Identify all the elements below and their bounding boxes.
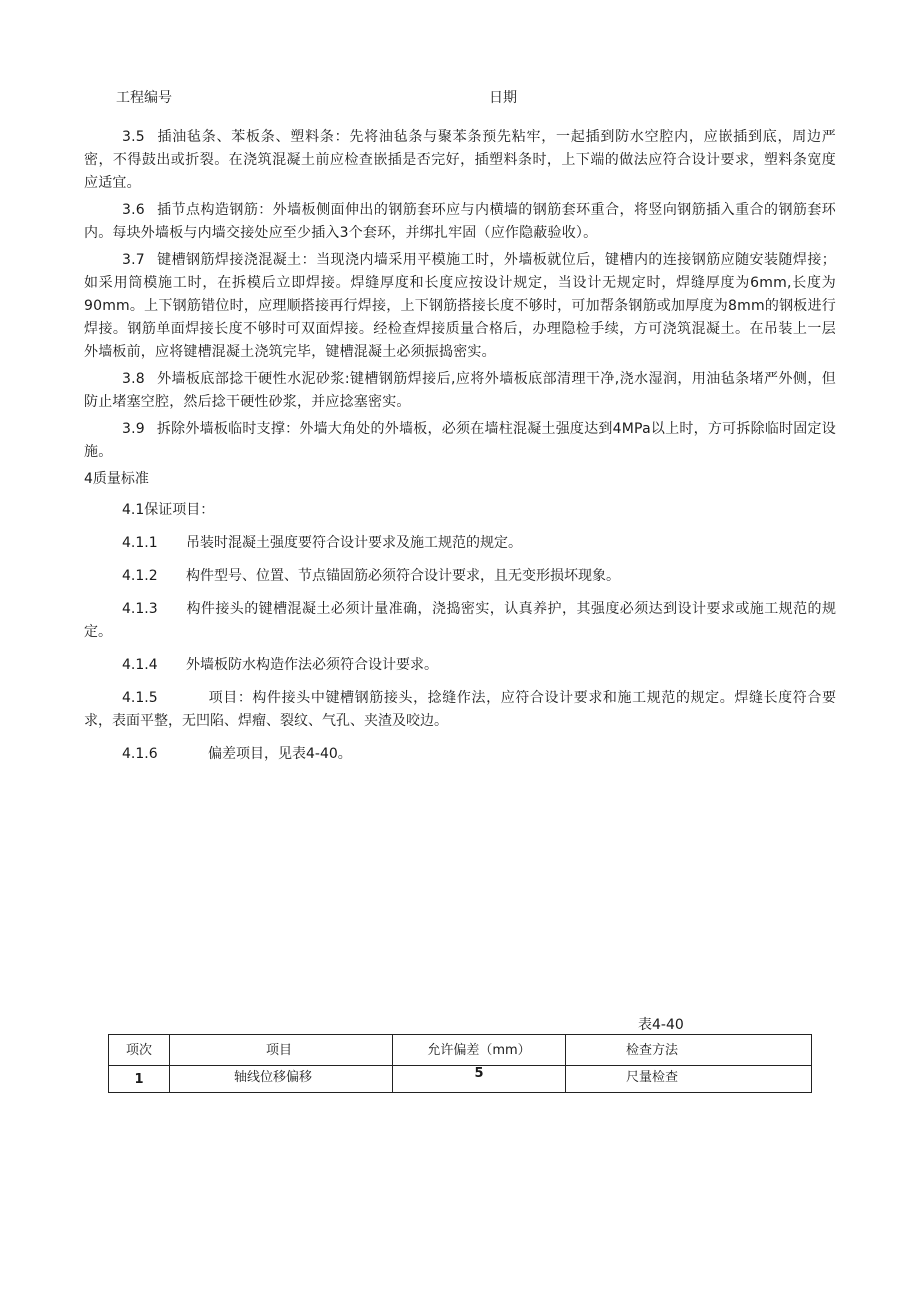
cell-method-text: 尺量检查 <box>626 1070 679 1085</box>
table-caption: 表4-40 <box>638 1017 684 1033</box>
paragraph-number: 3.5 <box>122 129 145 145</box>
subsection-guarantee-items: 4.1保证项目： <box>122 502 215 518</box>
header-cell-method-text: 检查方法 <box>626 1043 679 1058</box>
header-cell-item-text: 项目 <box>266 1043 293 1058</box>
paragraph-3-5 <box>84 126 836 195</box>
paragraph-3-8 <box>84 368 836 414</box>
header-cell-tolerance: 允许偏差（mm） <box>393 1035 566 1066</box>
paragraph-number: 3.9 <box>122 421 145 437</box>
deviation-table <box>108 1034 812 1093</box>
document-body <box>84 126 836 776</box>
item-number: 4.1.4 <box>122 657 158 673</box>
header-cell-item <box>170 1035 393 1066</box>
item-text: 构件接头的键槽混凝土必须计量准确，浇捣密实，认真养护，其强度必须达到设计要求或施工规范的规定。 <box>84 601 836 640</box>
item-4-1-2 <box>84 565 836 588</box>
header-cell-index: 项次 <box>109 1035 170 1066</box>
item-text: 项目：构件接头中键槽钢筋接头，捻缝作法，应符合设计要求和施工规范的规定。焊缝长度符合要求，表面平整，无凹陷、焊瘤、裂纹、气孔、夹渣及咬边。 <box>84 690 836 729</box>
item-text: 偏差项目，见表4-40。 <box>208 746 352 762</box>
paragraph-number: 3.8 <box>122 371 145 387</box>
item-number: 4.1.3 <box>122 601 158 617</box>
paragraph-text: 外墙板底部捻干硬性水泥砂浆:键槽钢筋焊接后,应将外墙板底部清理干净,浇水湿润，用油毡条堵严外侧，但防止堵塞空腔，然后捻干硬性砂浆，并应捻塞密实。 <box>84 371 836 410</box>
cell-item <box>170 1066 393 1093</box>
paragraph-number: 3.7 <box>122 252 145 268</box>
date-label: 日期 <box>489 90 517 106</box>
cell-method <box>566 1066 812 1093</box>
item-text: 吊装时混凝土强度要符合设计要求及施工规范的规定。 <box>186 535 522 551</box>
section-heading-quality-standard: 4质量标准 <box>84 471 149 487</box>
item-number: 4.1.5 <box>122 690 158 706</box>
cell-index: 1 <box>109 1066 170 1093</box>
paragraph-text: 插油毡条、苯板条、塑料条：先将油毡条与聚苯条预先粘牢，一起插到防水空腔内，应嵌插到底，周边严密，不得鼓出或折裂。在浇筑混凝土前应检查嵌插是否完好，插塑料条时，上下端的做法应符合设计要求，塑料条宽度应适宜。 <box>84 129 836 191</box>
paragraph-number: 3.6 <box>122 202 145 218</box>
paragraph-3-6 <box>84 199 836 245</box>
header-cell-method <box>566 1035 812 1066</box>
item-text: 外墙板防水构造作法必须符合设计要求。 <box>186 657 438 673</box>
item-4-1-3 <box>84 598 836 644</box>
item-number: 4.1.6 <box>122 746 158 762</box>
paragraph-text: 拆除外墙板临时支撑：外墙大角处的外墙板，必须在墙柱混凝土强度达到4MPa以上时，方可拆除临时固定设施。 <box>84 421 836 460</box>
item-4-1-4 <box>84 654 836 677</box>
table-row <box>109 1066 812 1093</box>
item-4-1-5 <box>84 687 836 733</box>
paragraph-3-9 <box>84 418 836 464</box>
item-number: 4.1.2 <box>122 568 158 584</box>
paragraph-text: 插节点构造钢筋：外墙板侧面伸出的钢筋套环应与内横墙的钢筋套环重合，将竖向钢筋插入重合的钢筋套环内。每块外墙板与内墙交接处应至少插入3个套环，并绑扎牢固（应作隐蔽验收）。 <box>84 202 836 241</box>
item-4-1-6 <box>84 743 836 766</box>
project-number-label: 工程编号 <box>116 90 172 106</box>
cell-item-text: 轴线位移偏移 <box>234 1070 313 1085</box>
item-number: 4.1.1 <box>122 535 158 551</box>
paragraph-3-7 <box>84 249 836 364</box>
item-text: 构件型号、位置、节点锚固筋必须符合设计要求，且无变形损坏现象。 <box>186 568 620 584</box>
item-4-1-1 <box>84 532 836 555</box>
table-header-row <box>109 1035 812 1066</box>
paragraph-text: 键槽钢筋焊接浇混凝土：当现浇内墙采用平模施工时，外墙板就位后，键槽内的连接钢筋应随安装随焊接；如采用筒模施工时，在拆模后立即焊接。焊缝厚度和长度应按设计规定，当设计无规定时，焊缝厚度为6mm,长度为90mm。上下钢筋错位时，应理顺搭接再行焊接，上下钢筋搭接长度不够时，可加帮条钢筋或加厚度为8mm的钢板进行焊接。钢筋单面焊接长度不够时可双面焊接。经检查焊接质量合格后，办理隐检手续，方可浇筑混凝土。在吊装上一层外墙板前，应将键槽混凝土浇筑完毕，键槽混凝土必须振捣密实。 <box>84 252 836 360</box>
cell-tolerance: 5 <box>393 1066 566 1093</box>
